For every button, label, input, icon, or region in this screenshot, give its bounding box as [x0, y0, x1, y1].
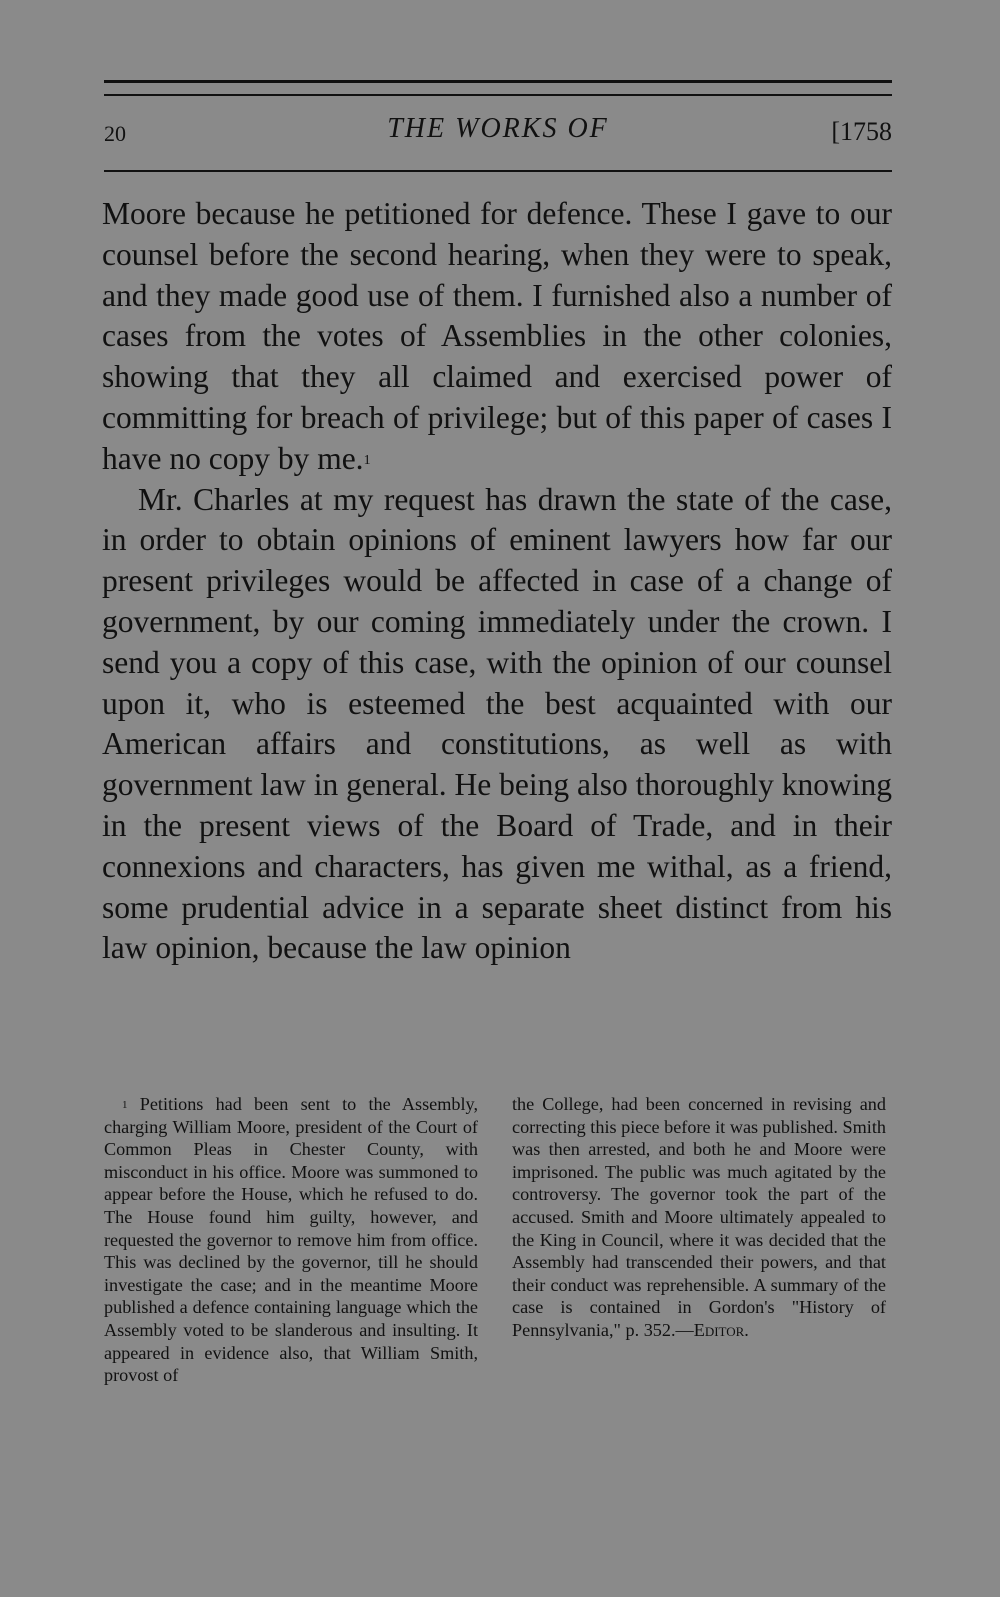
footnote-column-right: [512, 1093, 886, 1342]
main-text: [102, 194, 892, 969]
footnote-left-body: Petitions had been sent to the Assembly, charging William Moore, president of the Court of Common Pleas in Chester County, with misconduct in his office. Moore was summoned to appear before the House, which he refused to do. The House found him guilty, however, and requested the governor to remove him from office. This was declined by the governor, till he should investigate the case; and in the meantime Moore published a defence containing language which the Assembly voted to be slanderous and insulting. It appeared in evidence also, that William Smith, provost of: [104, 1094, 478, 1386]
top-rule-secondary: [104, 94, 892, 96]
footnote-left-text: [104, 1093, 478, 1387]
paragraph-1-text: Moore because he petitioned for defence. These I gave to our counsel before the second hearing, when they were to speak, and they made good use of them. I furnished also a number of cases from the votes of Assemblies in the other colonies, showing that they all claimed and exercised power of committing for breach of privilege; but of this paper of cases I have no copy by me.: [102, 196, 892, 476]
footnote-right-body: the College, had been concerned in revising and correcting this piece before it was published. Smith was then arrested, and both he and Moore were imprisoned. The public was much agitated by the controversy. The governor took the part of the accused. Smith and Moore ultimately appealed to the King in Council, where it was decided that the Assembly had transcended their powers, and that their conduct was reprehensible. A summary of the case is contained in Gordon's "History of Pennsylvania," p. 352.—: [512, 1094, 886, 1340]
footnote-right-text: [512, 1093, 886, 1342]
paragraph-1: [102, 194, 892, 480]
running-title: THE WORKS OF: [387, 113, 609, 144]
header-year: [1758: [831, 117, 892, 146]
footnote-editor-credit: Editor.: [693, 1319, 749, 1340]
paragraph-2: Mr. Charles at my request has drawn the state of the case, in order to obtain opinions of eminent lawyers how far our present privileges would be affected in case of a change of government, by our coming immediately under the crown. I send you a copy of this case, with the opinion of our counsel upon it, who is esteemed the best acquainted with our American affairs and constitutions, as well as with government law in general. He being also thoroughly knowing in the present views of the Board of Trade, and in their connexions and characters, has given me withal, as a friend, some prudential advice in a separate sheet distinct from his law opinion, because the law opinion: [102, 481, 892, 966]
header-rule: [104, 170, 892, 172]
footnote-reference[interactable]: 1: [363, 452, 371, 468]
running-header: [104, 113, 892, 153]
page-number: 20: [104, 121, 126, 146]
footnote-mark: 1: [122, 1099, 128, 1111]
footnote-column-left: [104, 1093, 478, 1387]
footnote-area: [104, 1093, 892, 1453]
top-rule: [104, 80, 892, 83]
